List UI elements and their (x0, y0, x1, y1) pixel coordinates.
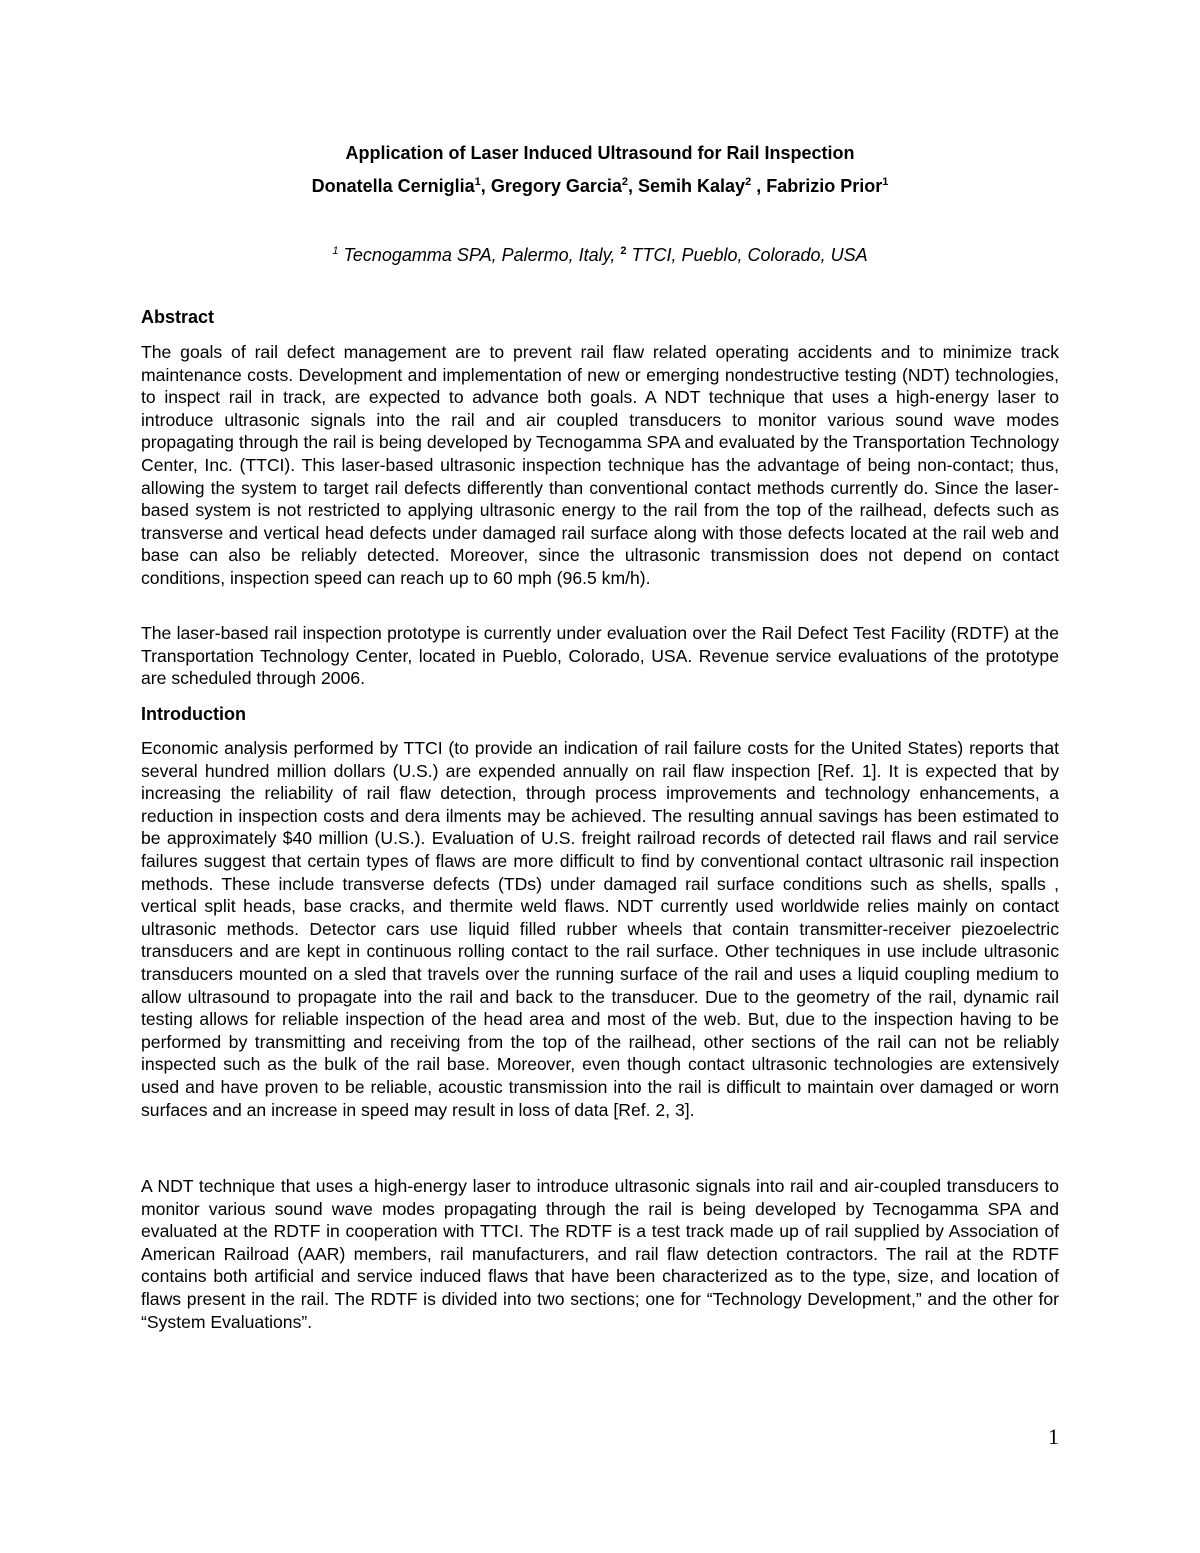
affiliation-text: TTCI, Pueblo, Colorado, USA (631, 245, 868, 265)
author: Fabrizio Prior$^1$ (766, 176, 889, 196)
affiliation-mark: 1 (474, 176, 481, 188)
affiliation-mark: 1 (882, 176, 889, 188)
introduction-heading: Introduction (141, 704, 246, 724)
paper-title: Application of Laser Induced Ultrasound for Rail Inspection (345, 143, 855, 163)
affiliation-text: Tecnogamma SPA, Palermo, Italy, (343, 245, 616, 265)
affiliation-mark: 2 (745, 176, 752, 188)
abstract-paragraph: The goals of rail defect management are to prevent rail flaw related operating accidents and to minimize track maintenance costs. Development and implementation of new or emerging nondestructive testing (NDT) technologies, to inspect rail in track, are expected to advance both goals. A NDT technique that uses a high-energy laser to introduce ultrasonic signals into the rail and air coupled transducers to monitor various sound wave modes propagating through the rail is being developed by Tecnogamma SPA and evaluated by the Transportation Technology Center, Inc. (TTCI). This laser-based ultrasonic inspection technique has the advantage of being non-contact; thus, allowing the system to target rail defects differently than conventional contact methods currently do. Since the laser-based system is not restricted to applying ultrasonic energy to the rail from the top of the railhead, defects such as transverse and vertical head defects under damaged rail surface along with those defects located at the rail web and base can also be reliably detected. Moreover, since the ultrasonic transmission does not depend on contact conditions, inspection speed can reach up to 60 mph (96.5 km/h). (141, 342, 1059, 588)
affiliations (141, 243, 1059, 267)
affiliation-mark: 2 (621, 176, 628, 188)
abstract-paragraph: The laser-based rail inspection prototype is currently under evaluation over the Rail Defect Test Facility (RDTF) at the Transportation Technology Center, located in Pueblo, Colorado, USA. Revenue service evaluations of the prototype are scheduled through 2006. (141, 623, 1059, 689)
author: Gregory Garcia$^2$ (490, 176, 628, 196)
author-list: Donatella Cerniglia$^1$, Gregory Garcia$^2$, Semih Kalay$^2$ , Fabrizio Prior$^1$ (311, 176, 889, 196)
author: Donatella Cerniglia$^1$ (311, 176, 481, 196)
abstract-heading: Abstract (141, 307, 215, 327)
introduction-paragraph: Economic analysis performed by TTCI (to provide an indication of rail failure costs for the United States) reports that several hundred million dollars (U.S.) are expended annually on rail flaw inspection [Ref. 1]. It is expected that by increasing the reliability of rail flaw detection, through process improvements and technology enhancements, a reduction in inspection costs and dera ilments may be achieved. The resulting annual savings has been estimated to be approximately $40 million (U.S.). Evaluation of U.S. freight railroad records of detected rail flaws and rail service failures suggest that certain types of flaws are more difficult to find by conventional contact ultrasonic rail inspection methods. These include transverse defects (TDs) under damaged rail surface conditions such as shells, spalls , vertical split heads, base cracks, and thermite weld flaws. NDT currently used worldwide relies mainly on contact ultrasonic methods. Detector cars use liquid filled rubber wheels that contain transmitter-receiver piezoelectric transducers and are kept in continuous rolling contact to the rail surface. Other techniques in use include ultrasonic transducers mounted on a sled that travels over the running surface of the rail and uses a liquid coupling medium to allow ultrasound to propagate into the rail and back to the transducer. Due to the geometry of the rail, dynamic rail testing allows for reliable inspection of the head area and most of the web. But, due to the inspection having to be performed by transmitting and receiving from the top of the railhead, other sections of the rail can not be reliably inspected such as the bulk of the rail base. Moreover, even though contact ultrasonic technologies are extensively used and have proven to be reliable, acoustic transmission into the rail is difficult to maintain over damaged or worn surfaces and an increase in speed may result in loss of data [Ref. 2, 3]. (141, 738, 1059, 1120)
author: Semih Kalay$^2$ (638, 176, 752, 196)
page-number: 1 (1048, 1424, 1059, 1449)
affiliation-mark: 2 (620, 245, 627, 257)
affiliation-mark: 1 (332, 245, 339, 257)
introduction-paragraph: A NDT technique that uses a high-energy laser to introduce ultrasonic signals into rail and air-coupled transducers to monitor various sound wave modes propagating through the rail is being developed by Tecnogamma SPA and evaluated at the RDTF in cooperation with TTCI. The RDTF is a test track made up of rail supplied by Association of American Railroad (AAR) members, rail manufacturers, and rail flaw detection contractors. The rail at the RDTF contains both artificial and service induced flaws that have been characterized as to the type, size, and location of flaws present in the rail. The RDTF is divided into two sections; one for “Technology Development,” and the other for “System Evaluations”. (141, 1176, 1059, 1332)
